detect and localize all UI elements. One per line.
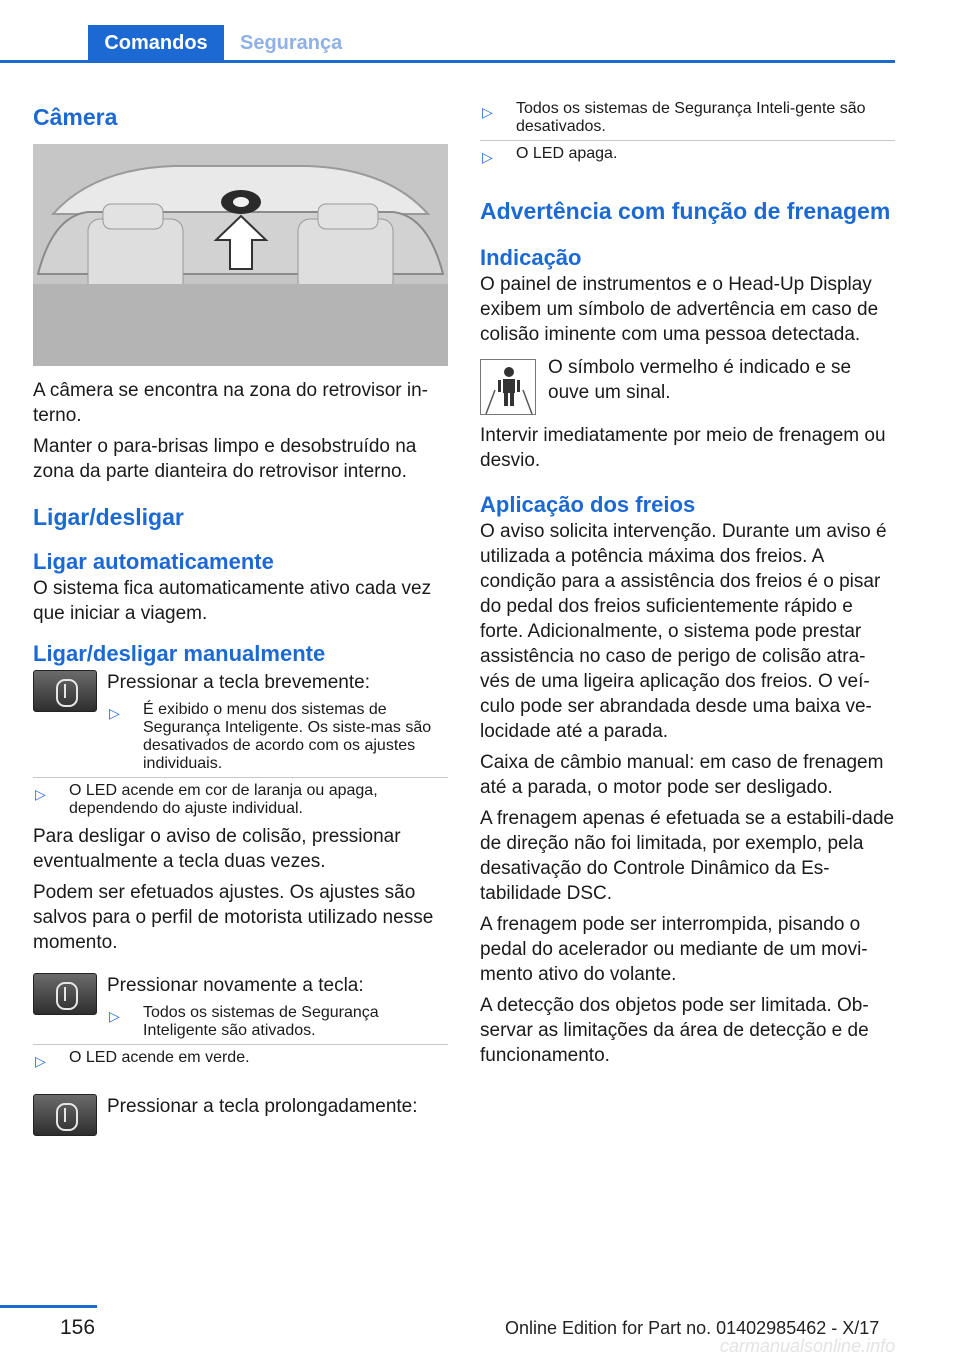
list-item: [107, 1004, 448, 1040]
bullet-triangle-icon: ▷: [482, 149, 493, 165]
brakes-text-1: O aviso solicita intervenção. Durante um aviso é utilizada a potência máxima dos freios. A condição para a assistência dos freios é o pisar do pedal dos freios suficientemente rápido e forte. Adicionalmente, o sistema pode prestar assistência no caso de perigo de colisão atra-vés de uma ligeira aplicação dos freios. O veí-culo pode ser abrandada desde uma baixa ve-locidade até a parada.: [480, 521, 887, 742]
brakes-text-4: A frenagem pode ser interrompida, pisando o pedal do acelerador ou mediante de um movi-mento ativo do volante.: [480, 914, 868, 985]
list-item: [480, 145, 895, 170]
camera-heading: Câmera: [33, 104, 118, 130]
camera-text-1: A câmera se encontra na zona do retrovisor in-terno.: [33, 380, 428, 426]
onoff-heading: Ligar/desligar: [33, 504, 184, 530]
bullet-text: Todos os sistemas de Segurança Inteli-gente são desativados.: [516, 100, 866, 135]
auto-heading: Ligar automaticamente: [33, 549, 274, 574]
pedestrian-warning-icon: [480, 359, 536, 415]
tab-seguranca[interactable]: Segurança: [240, 32, 343, 54]
watermark: carmanualsonline.info: [720, 1336, 896, 1356]
bullet-text: O LED acende em verde.: [69, 1049, 250, 1066]
press-again-text: Pressionar novamente a tecla:: [107, 975, 364, 996]
indication-text: O painel de instrumentos e o Head-Up Display exibem um símbolo de advertência em caso de colisão iminente com uma pessoa detectada.: [480, 274, 879, 345]
right-column: [480, 100, 895, 1074]
brakes-heading: Aplicação dos freios: [480, 492, 696, 517]
header-tabs: [0, 0, 895, 62]
intervene-text: Intervir imediatamente por meio de frenagem ou desvio.: [480, 425, 886, 471]
brakes-text-2: Caixa de câmbio manual: em caso de frenagem até a parada, o motor pode ser desligado.: [480, 752, 884, 798]
footer-rule: [0, 1305, 97, 1308]
divider: [33, 1044, 448, 1045]
list-item: [480, 100, 895, 136]
disable-warning-text: Para desligar o aviso de colisão, pressionar eventualmente a tecla duas vezes.: [33, 826, 401, 872]
list-item: [107, 701, 448, 773]
key-row-brief: [33, 670, 448, 773]
bullet-text: Todos os sistemas de Segurança Inteligente são ativados.: [143, 1004, 379, 1039]
bullet-text: O LED apaga.: [516, 145, 618, 162]
camera-text-2: Manter o para-brisas limpo e desobstruído na zona da parte dianteira do retrovisor interno.: [33, 436, 417, 482]
divider: [480, 140, 895, 141]
brakes-text-5: A detecção dos objetos pode ser limitada. Ob-servar as limitações da área de detecção e de funcionamento.: [480, 995, 869, 1066]
divider: [33, 777, 448, 778]
key-row-long: [33, 1094, 448, 1136]
symbol-row: [480, 355, 895, 415]
bullet-triangle-icon: ▷: [35, 1053, 46, 1069]
page-number: 156: [60, 1316, 96, 1339]
manual-heading: Ligar/desligar manualmente: [33, 641, 326, 666]
press-briefly-text: Pressionar a tecla brevemente:: [107, 672, 370, 693]
bullet-text: É exibido o menu dos sistemas de Segurança Inteligente. Os siste-mas são desativados de acordo com os ajustes individuais.: [143, 701, 432, 772]
symbol-text: O símbolo vermelho é indicado e se ouve um sinal.: [548, 357, 852, 403]
press-long-text: Pressionar a tecla prolongadamente:: [107, 1096, 418, 1117]
rear-window-image: [33, 144, 448, 366]
left-column: [33, 100, 448, 1136]
safety-button-icon: [33, 1094, 97, 1136]
indication-heading: Indicação: [480, 245, 582, 270]
list-item: [33, 1049, 448, 1074]
edition-text: Online Edition for Part no. 01402985462 - X/17: [505, 1318, 880, 1338]
auto-text: O sistema fica automaticamente ativo cada vez que iniciar a viagem.: [33, 578, 432, 624]
safety-button-icon: [33, 670, 97, 712]
bullet-text: O LED acende em cor de laranja ou apaga, dependendo do ajuste individual.: [69, 782, 378, 817]
header-rule: [0, 60, 895, 63]
bullet-triangle-icon: ▷: [109, 705, 120, 721]
bullet-triangle-icon: ▷: [109, 1008, 120, 1024]
warning-heading: Advertência com função de frenagem: [480, 198, 891, 224]
bullet-triangle-icon: ▷: [482, 104, 493, 120]
key-row-again: [33, 973, 448, 1040]
settings-text: Podem ser efetuados ajustes. Os ajustes são salvos para o perfil de motorista utilizado nesse momento.: [33, 882, 434, 953]
brakes-text-3: A frenagem apenas é efetuada se a estabili-dade de direção não foi limitada, por exemplo, pela desativação do Controle Dinâmico da Es-tabilidade DSC.: [480, 808, 895, 904]
tab-comandos[interactable]: Comandos: [88, 25, 224, 61]
safety-button-icon: [33, 973, 97, 1015]
camera-illustration: [33, 144, 448, 366]
list-item: [33, 782, 448, 818]
bullet-triangle-icon: ▷: [35, 786, 46, 802]
